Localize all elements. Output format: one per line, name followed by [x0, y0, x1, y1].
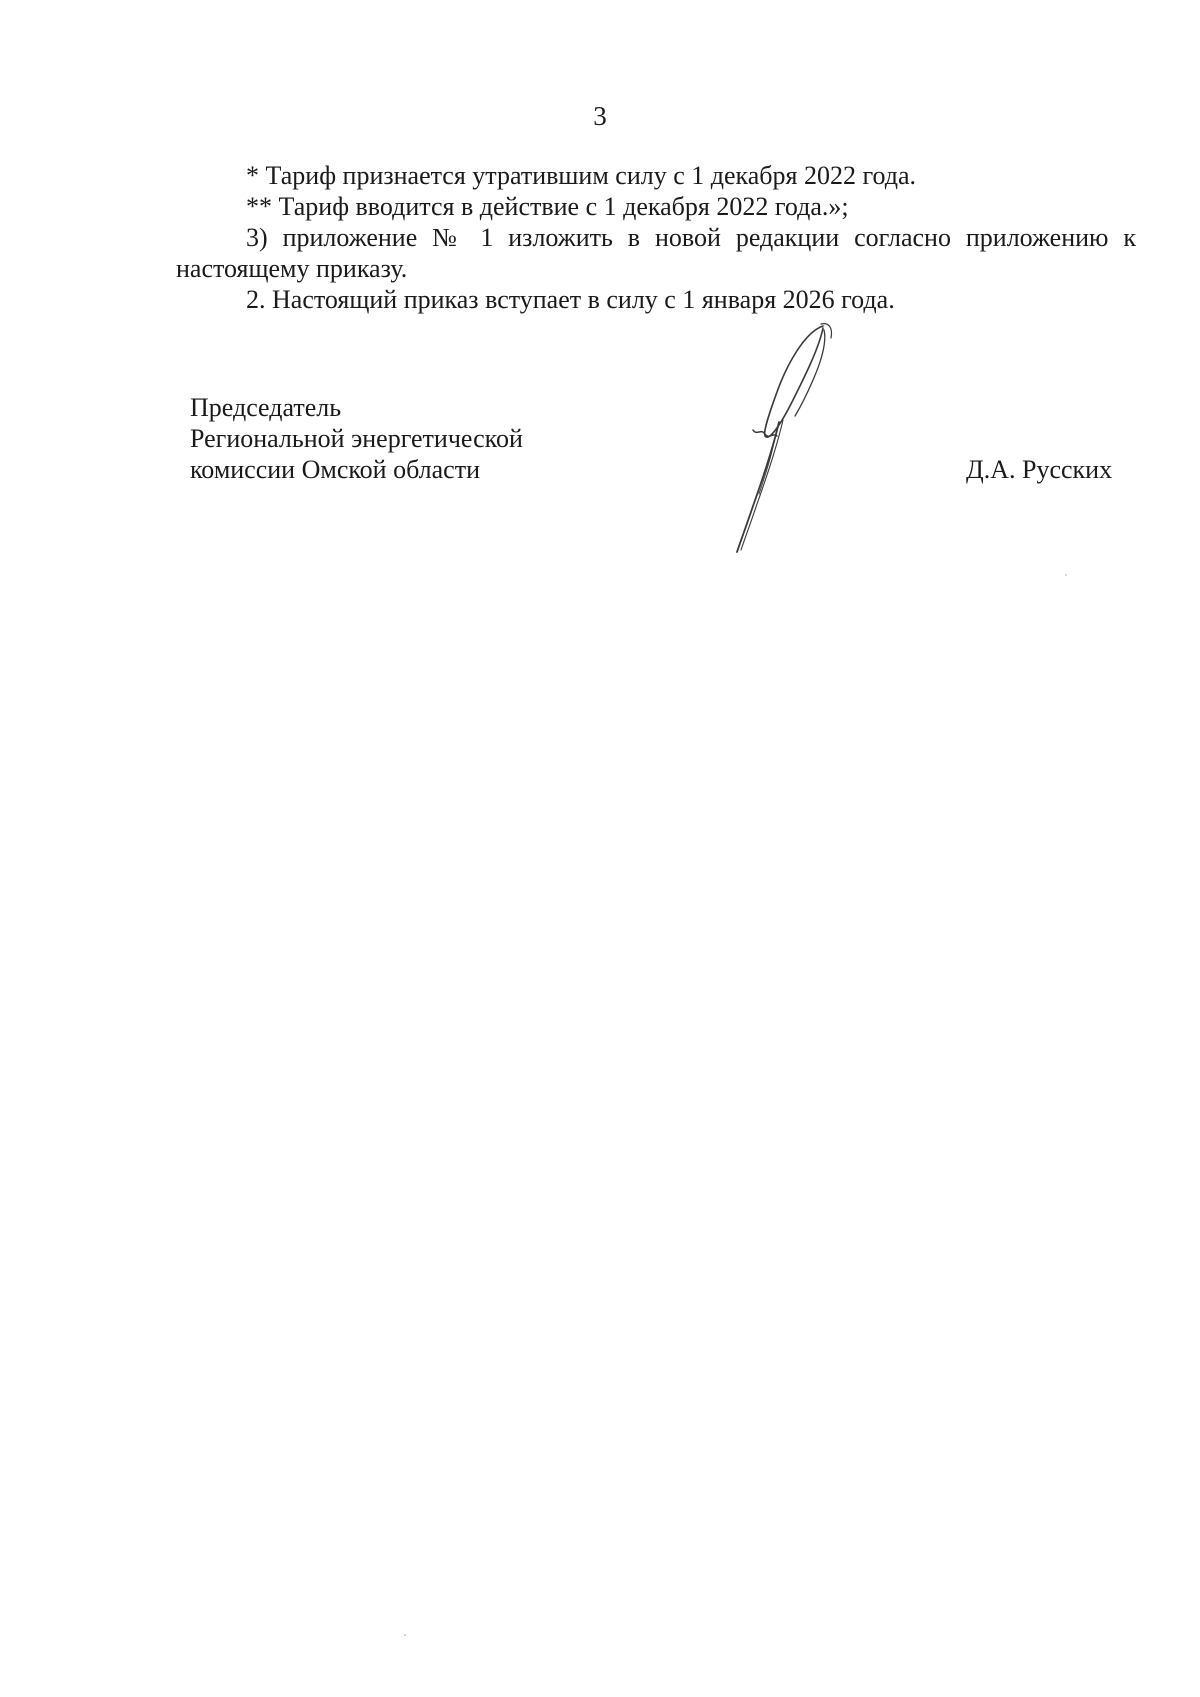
- signer-name: Д.А. Русских: [966, 455, 1113, 484]
- position-line: комиссии Омской области: [190, 455, 480, 484]
- footnote-2: ** Тариф вводится в действие с 1 декабря 2022 года.»;: [246, 192, 849, 221]
- position-line: Председатель: [190, 393, 342, 422]
- signatory-position: [190, 392, 523, 485]
- scan-speck: [404, 1634, 406, 1636]
- clause-3: 3) приложение № 1 изложить в новой редакции согласно приложению к настоящему приказу.: [176, 223, 1136, 283]
- scan-speck: [1065, 574, 1067, 576]
- document-body: [176, 160, 1136, 315]
- position-line: Региональной энергетической: [190, 424, 523, 453]
- page-number: 3: [593, 101, 607, 131]
- footnote-1: * Тариф признается утратившим силу с 1 декабря 2022 года.: [246, 161, 917, 190]
- clause-effective-date: 2. Настоящий приказ вступает в силу с 1 января 2026 года.: [246, 285, 895, 314]
- handwritten-signature-icon: [735, 318, 895, 563]
